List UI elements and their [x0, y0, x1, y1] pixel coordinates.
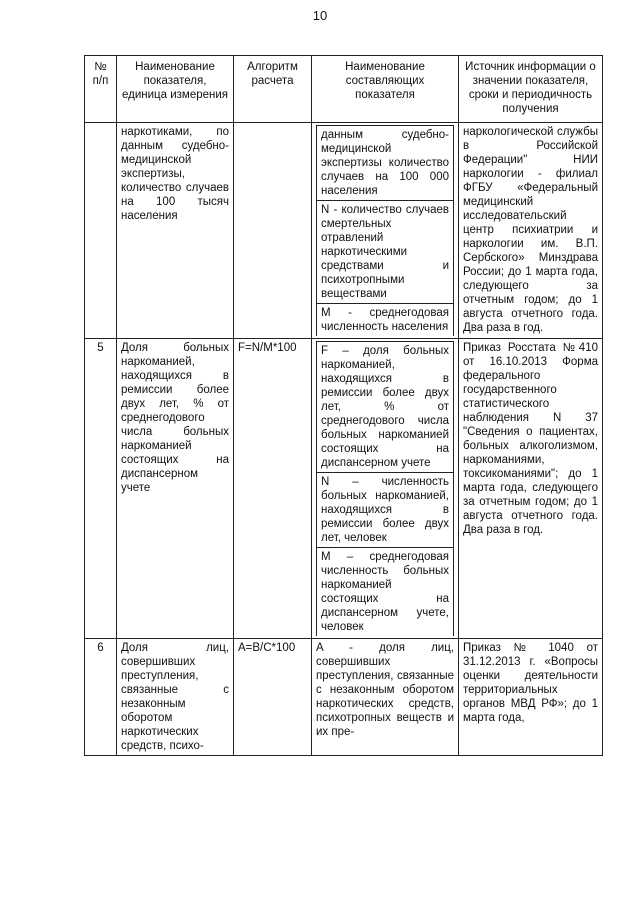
header-source: Источник информации о значении показателя, сроки и периодичность получения [459, 56, 603, 123]
row-source: Приказ Росстата №410 от 16.10.2013 Форма федерального государственного статистического наблюдения N 37 "Сведения о пациентах, больных алкоголизмом, наркоманиями, токсикоманиями"; до 1 марта года, следующего за отчетным годом; до 1 августа отчетного года. Два раза в год. [459, 339, 603, 639]
row-source: Приказ № 1040 от 31.12.2013 г. «Вопросы оценки деятельности территориальных органов МВД РФ»; до 1 марта года, [459, 639, 603, 756]
header-num: № п/п [85, 56, 117, 123]
component-item: N – численность больных наркоманией, находящихся в ремиссии более двух лет, человек [317, 473, 454, 548]
component-item: M - среднегодовая численность населения [317, 304, 454, 337]
row-source: наркологической службы в Российской Федерации" НИИ наркологии - филиал ФГБУ «Федеральный медицинский исследовательский центр психиатрии и наркологии им. В.П. Сербского» Минздрава России; до 1 марта года, следующего за отчетным годом; до 1 августа отчетного года. Два раза в год. [459, 123, 603, 339]
table-header-row [85, 56, 603, 123]
row-num: 6 [85, 639, 117, 756]
component-item: данным судебно-медицинской экспертизы количество случаев на 100 000 населения [317, 126, 454, 201]
row-components: A - доля лиц, совершивших преступления, связанные с незаконным оборотом наркотических средств, психотропных веществ и их пре- [312, 639, 459, 756]
row-name: Доля лиц, совершивших преступления, связанные с незаконным оборотом наркотических средств, психо- [117, 639, 234, 756]
row-components [312, 123, 459, 339]
header-components: Наименование составляющих показателя [312, 56, 459, 123]
row-num: 5 [85, 339, 117, 639]
row-algorithm: A=B/C*100 [234, 639, 312, 756]
page-number: 10 [312, 8, 328, 23]
row-components [312, 339, 459, 639]
component-item: M – среднегодовая численность больных наркоманией состоящих на диспансерном учете, человек [317, 548, 454, 637]
table-row [85, 339, 603, 639]
row-algorithm: F=N/M*100 [234, 339, 312, 639]
header-algorithm: Алгоритм расчета [234, 56, 312, 123]
row-name: наркотиками, по данным судебно-медицинской экспертизы, количество случаев на 100 тысяч населения [117, 123, 234, 339]
component-item: F – доля больных наркоманией, находящихся в ремиссии более двух лет, % от среднегодового числа больных наркоманией состоящих на диспансерном учете [317, 342, 454, 473]
table-row [85, 639, 603, 756]
header-name: Наименование показателя, единица измерения [117, 56, 234, 123]
indicators-table [84, 55, 603, 756]
row-name: Доля больных наркоманией, находящихся в ремиссии более двух лет, % от среднегодового числа больных наркоманией состоящих на диспансерном учете [117, 339, 234, 639]
row-num [85, 123, 117, 339]
row-algorithm [234, 123, 312, 339]
table-row [85, 123, 603, 339]
component-item: N - количество случаев смертельных отравлений наркотическими средствами и психотропными веществами [317, 201, 454, 304]
